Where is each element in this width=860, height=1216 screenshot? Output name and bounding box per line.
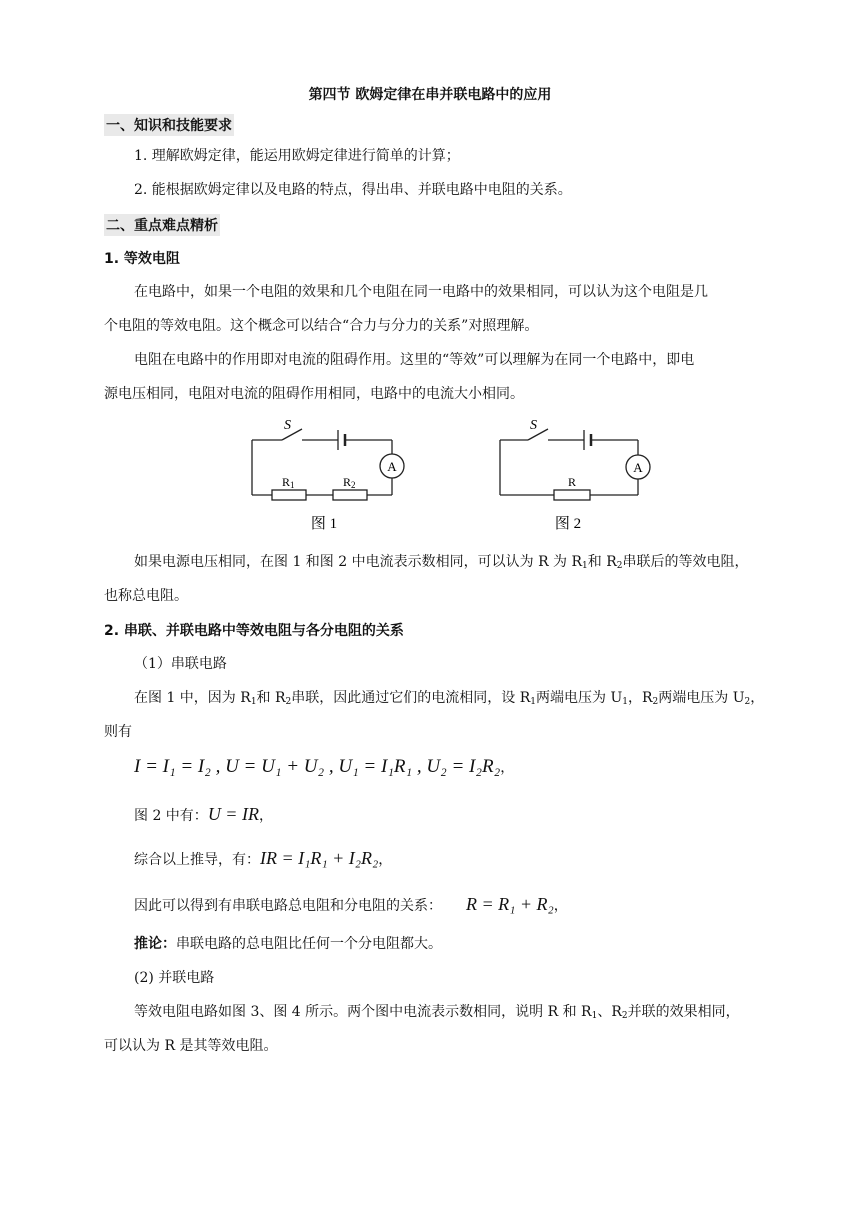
resistor-r-label: R <box>568 475 577 489</box>
ammeter-label: A <box>633 460 643 475</box>
circuit-figure-1 <box>240 415 420 535</box>
figure-2-caption: 图 2 <box>554 516 582 532</box>
paragraph-line: 可以认为 R 是其等效电阻。 <box>104 1038 278 1054</box>
resistor-r1-sub: 1 <box>290 480 295 490</box>
paragraph-line: 综合以上推导，有：IR = I₁R₁ + I₂R₂， <box>134 848 393 868</box>
paragraph-line: 在图 1 中，因为 R1和 R2串联，因此通过它们的电流相同，设 R1两端电压为 U1，R2两端电压为 U2， <box>134 690 765 707</box>
switch-label: S <box>530 418 537 433</box>
paragraph-line: 在电路中，如果一个电阻的效果和几个电阻在同一电路中的效果相同，可以认为这个电阻是几 <box>134 284 708 300</box>
circuit-figure-2 <box>488 415 658 535</box>
list-item: 1. 理解欧姆定律，能运用欧姆定律进行简单的计算； <box>134 148 460 164</box>
paragraph-line: 则有 <box>104 724 132 740</box>
section-heading-knowledge: 一、知识和技能要求 <box>104 114 234 136</box>
resistor-r2-label: R <box>343 475 352 489</box>
paragraph-line: 也称总电阻。 <box>104 588 188 604</box>
paragraph-line: 等效电阻电路如图 3、图 4 所示。两个图中电流表示数相同，说明 R 和 R1、R2并联的效果相同， <box>134 1004 740 1021</box>
paragraph-line: 源电压相同，电阻对电流的阻碍作用相同，电路中的电流大小相同。 <box>104 386 524 402</box>
paragraph-line: 如果电源电压相同，在图 1 和图 2 中电流表示数相同，可以认为 R 为 R1和 R2串联后的等效电阻， <box>134 554 749 571</box>
page-title: 第四节 欧姆定律在串并联电路中的应用 <box>308 87 552 103</box>
switch-label: S <box>284 418 291 433</box>
parallel-circuit-label: (2) 并联电路 <box>134 970 215 986</box>
resistor-r2-sub: 2 <box>351 480 356 490</box>
series-circuit-label: （1）串联电路 <box>134 656 227 672</box>
paragraph-line: 图 2 中有：U = IR， <box>134 804 273 824</box>
corollary: 推论：串联电路的总电阻比任何一个分电阻都大。 <box>134 936 442 952</box>
paragraph-line: 电阻在电路中的作用即对电流的阻碍作用。这里的“等效”可以理解为在同一个电路中，即电 <box>134 352 695 368</box>
list-item: 2. 能根据欧姆定律以及电路的特点，得出串、并联电路中电阻的关系。 <box>134 182 572 198</box>
figure-1-caption: 图 1 <box>310 516 338 532</box>
resistor-r1-label: R <box>282 475 291 489</box>
paragraph-line: 因此可以得到有串联电路总电阻和分电阻的关系： R = R₁ + R₂， <box>134 894 568 914</box>
subsection-heading-equivalent-resistance: 1. 等效电阻 <box>104 251 180 267</box>
paragraph-line: 个电阻的等效电阻。这个概念可以结合“合力与分力的关系”对照理解。 <box>104 318 539 334</box>
section-heading-key-points: 二、重点难点精析 <box>104 214 220 236</box>
subsection-heading-series-parallel: 2. 串联、并联电路中等效电阻与各分电阻的关系 <box>104 623 404 639</box>
ammeter-label: A <box>387 459 397 474</box>
equation-series-relations: I = I₁ = I₂ , U = U₁ + U₂ , U₁ = I₁R₁ , U₂ = I₂R₂， <box>134 756 515 777</box>
